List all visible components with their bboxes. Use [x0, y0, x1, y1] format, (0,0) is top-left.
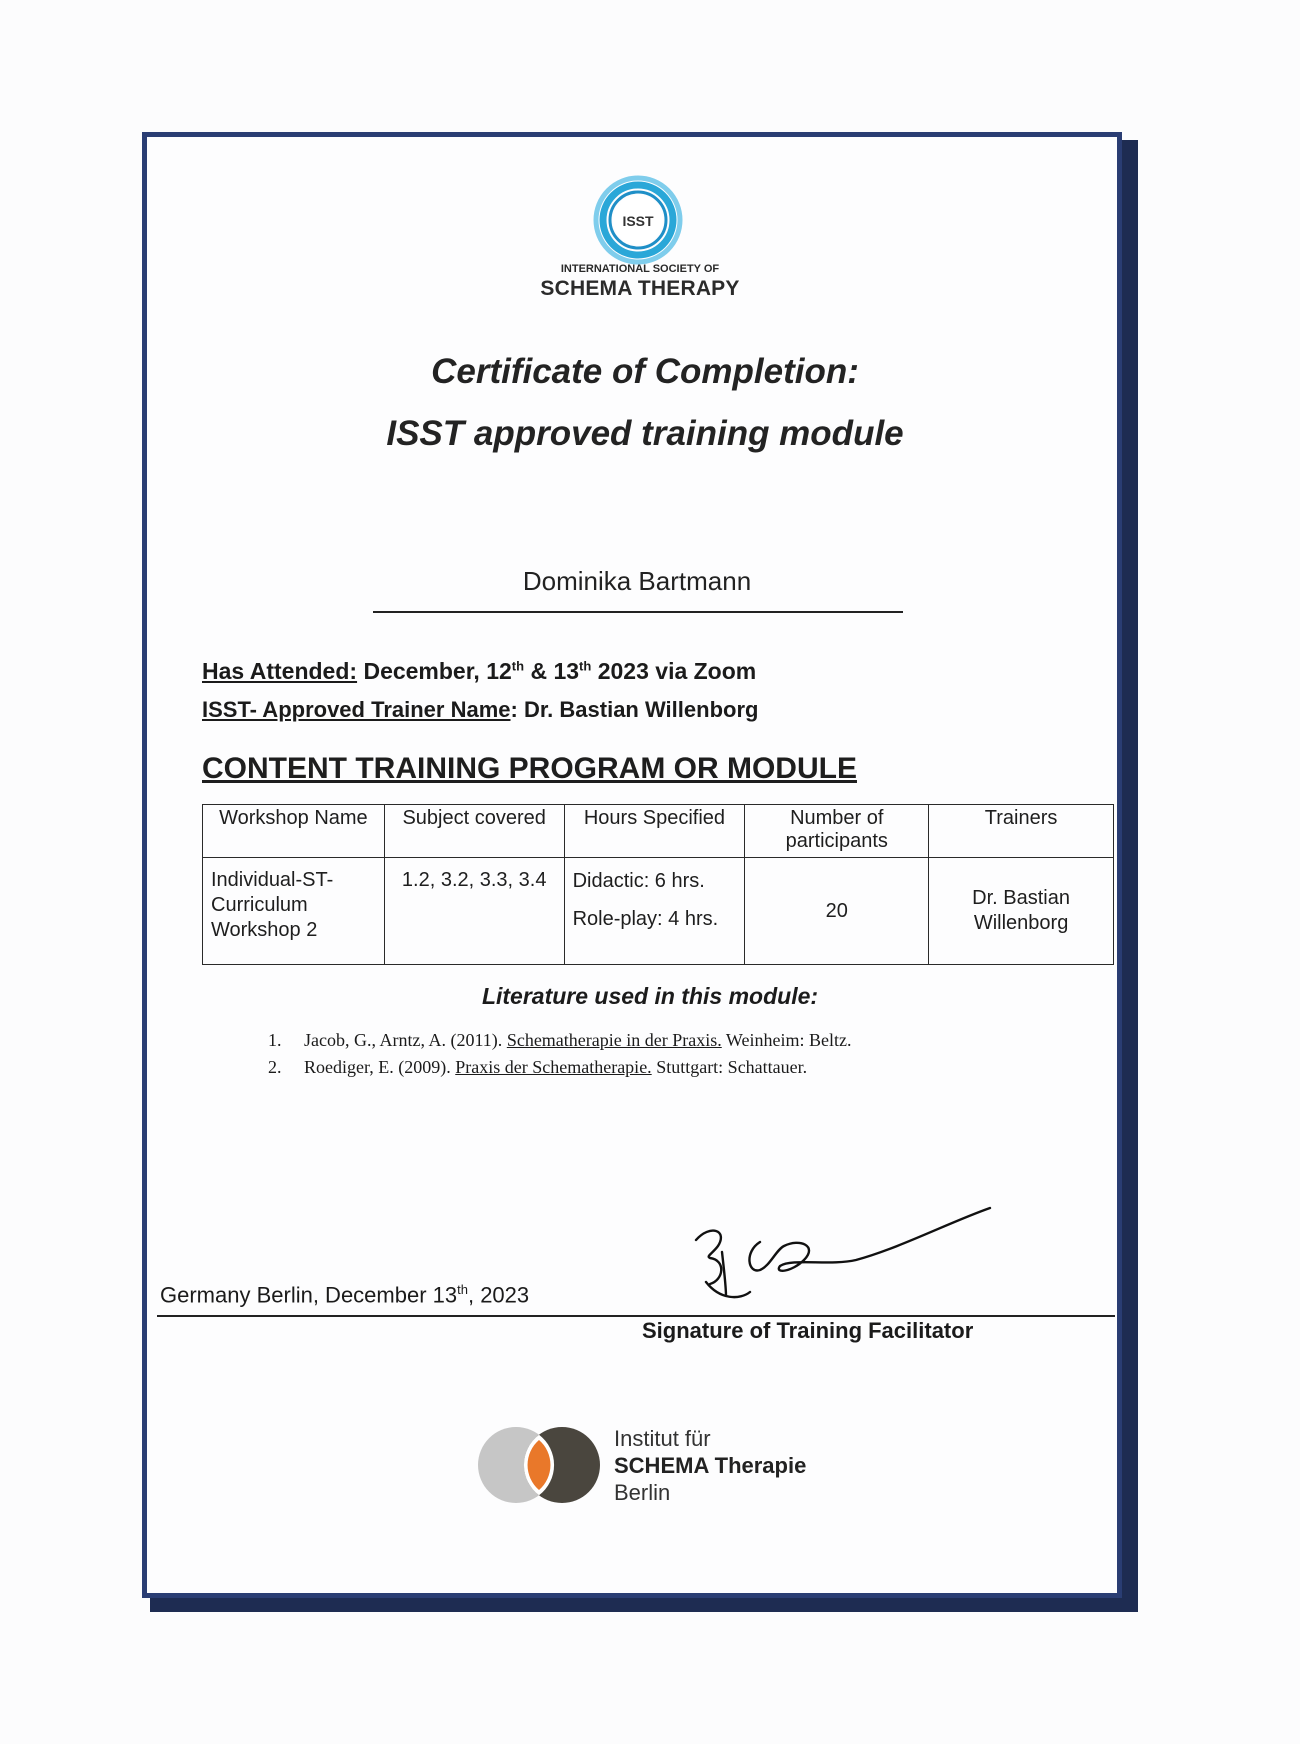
cell-subjects: 1.2, 3.2, 3.3, 3.4 [384, 858, 564, 965]
header-subject: Subject covered [384, 805, 564, 858]
institute-line1: Institut für [614, 1426, 711, 1451]
place-date-text: Germany Berlin, December 13 [160, 1282, 458, 1308]
literature-item-publisher: Weinheim: Beltz. [721, 1030, 852, 1050]
header-participants: Number of participants [745, 805, 929, 858]
place-date [160, 1282, 529, 1308]
cell-participants: 20 [745, 858, 929, 965]
literature-item-number: 2. [268, 1057, 282, 1077]
trainer-colon: : [510, 697, 518, 722]
handwritten-signature [680, 1200, 1000, 1315]
attendance-label: Has Attended: [202, 658, 358, 684]
trainer-line [202, 697, 758, 723]
isst-org-line1: INTERNATIONAL SOCIETY OF [560, 263, 720, 275]
attendance-line [202, 658, 756, 685]
attendance-date-c: 2023 via Zoom [591, 658, 757, 684]
literature-item-title: Praxis der Schematherapie. [455, 1057, 652, 1077]
workshop-table [202, 804, 1114, 965]
table-header-row [203, 805, 1114, 858]
institute-line3: Berlin [614, 1480, 671, 1505]
literature-list [268, 1027, 851, 1081]
program-heading: CONTENT TRAINING PROGRAM OR MODULE [202, 752, 857, 785]
literature-item-title: Schematherapie in der Praxis. [506, 1030, 722, 1050]
trainer-label: ISST- Approved Trainer Name [202, 697, 511, 722]
literature-item [268, 1054, 851, 1081]
literature-item-authors: Jacob, G., Arntz, A. (2011). [304, 1030, 507, 1050]
certificate-title: Certificate of Completion: [431, 352, 859, 391]
trainer-value: Dr. Bastian Willenborg [517, 697, 759, 722]
literature-heading: Literature used in this module: [481, 983, 819, 1009]
header-workshop: Workshop Name [203, 805, 385, 858]
literature-item-publisher: Stuttgart: Schattauer. [651, 1057, 808, 1077]
header-hours: Hours Specified [564, 805, 745, 858]
institute-logo [476, 1425, 621, 1505]
place-date-sup: th [457, 1282, 468, 1297]
hours-roleplay: Role-play: 4 hrs. [572, 908, 719, 930]
isst-logo [590, 172, 686, 268]
attendance-sup-a: th [511, 658, 525, 674]
place-date-year: , 2023 [467, 1282, 530, 1308]
literature-item-number: 1. [268, 1030, 282, 1050]
certificate-subtitle: ISST approved training module [386, 414, 904, 453]
signature-line [157, 1315, 1115, 1317]
attendance-sup-b: th [579, 658, 592, 674]
recipient-name: Dominika Bartmann [522, 566, 752, 596]
cell-workshop: Individual-ST-Curriculum Workshop 2 [203, 858, 385, 965]
isst-org-line2: SCHEMA THERAPY [540, 277, 740, 300]
attendance-date-a: December, 12 [357, 658, 512, 684]
signature-label: Signature of Training Facilitator [642, 1318, 974, 1343]
header-trainers: Trainers [929, 805, 1114, 858]
isst-badge-text: ISST [622, 213, 654, 229]
hours-didactic: Didactic: 6 hrs. [572, 870, 705, 892]
cell-hours [564, 858, 745, 965]
literature-item [268, 1027, 851, 1054]
institute-line2: SCHEMA Therapie [614, 1453, 807, 1478]
table-row [203, 858, 1114, 965]
attendance-date-b: & 13 [524, 658, 580, 684]
recipient-underline [373, 611, 903, 613]
literature-item-authors: Roediger, E. (2009). [304, 1057, 456, 1077]
cell-trainers: Dr. Bastian Willenborg [929, 858, 1114, 965]
